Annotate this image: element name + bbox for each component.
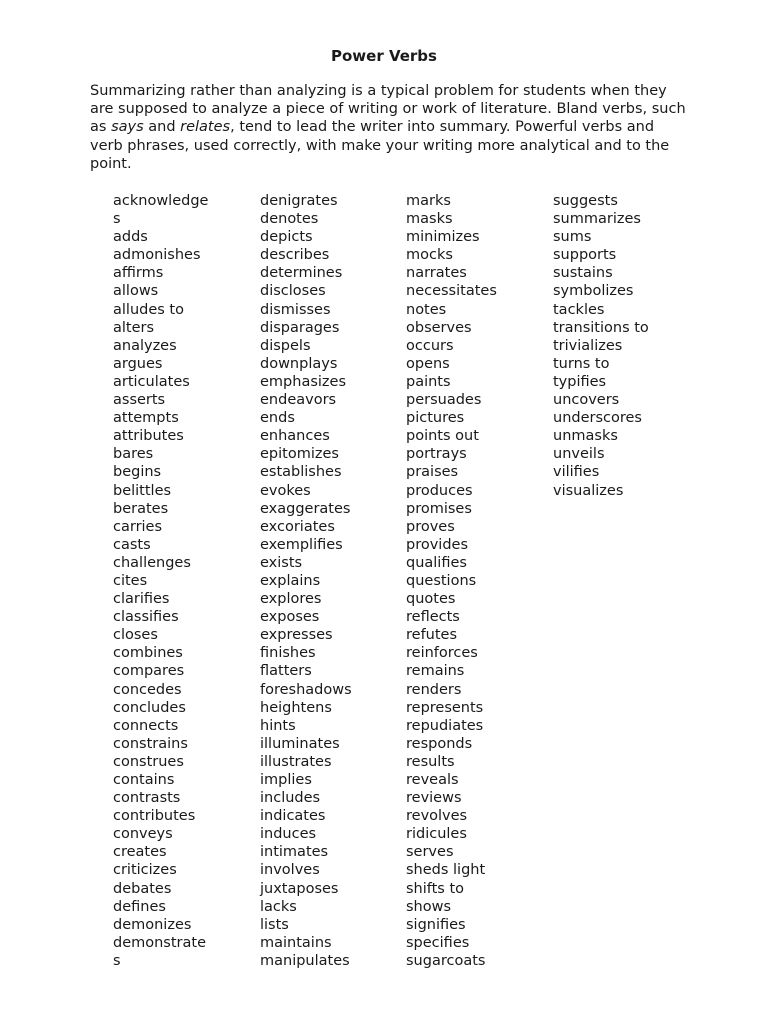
verb-item: contains (113, 772, 175, 788)
verb-item: emphasizes (260, 373, 346, 390)
verb-item: uncovers (553, 392, 620, 409)
verb-item: attributes (113, 428, 184, 445)
intro-emphasis-says: says (111, 119, 144, 136)
verb-item: depicts (260, 229, 313, 246)
verb-item: carries (113, 518, 163, 535)
verb-item: denotes (260, 211, 319, 228)
verb-item: epitomizes (260, 446, 339, 463)
verb-item: reviews (406, 790, 462, 807)
verb-item: includes (260, 790, 321, 807)
verb-item: responds (406, 735, 473, 752)
verb-item: admonishes (113, 247, 201, 264)
verb-item: debates (113, 880, 172, 897)
verb-item: argues (113, 355, 163, 372)
verb-item: adds (113, 229, 148, 246)
verb-item: explains (260, 572, 321, 589)
verb-item: typifies (553, 373, 607, 390)
verb-item: affirms (113, 265, 164, 282)
verb-item: symbolizes (553, 283, 634, 300)
verb-item: combines (113, 645, 183, 662)
verb-item: turns to (553, 355, 610, 372)
verb-item: narrates (406, 265, 467, 282)
verb-item: minimizes (406, 229, 480, 246)
verb-item: flatters (260, 663, 312, 680)
verb-item: acknowledge (113, 193, 209, 209)
verb-item: maintains (260, 934, 332, 951)
verb-item: produces (406, 482, 473, 499)
verb-item: sugarcoats (406, 952, 486, 969)
verb-item: berates (113, 500, 169, 517)
verb-item: alters (113, 319, 155, 336)
verb-item: masks (406, 211, 453, 228)
verb-item: repudiates (406, 717, 484, 734)
verb-item: suggests (553, 193, 618, 209)
verb-item: sums (553, 229, 592, 246)
verb-item: reinforces (406, 645, 478, 662)
verb-item: represents (406, 699, 484, 716)
verb-item: articulates (113, 373, 190, 390)
verb-item: challenges (113, 554, 191, 571)
verb-item: contributes (113, 808, 196, 825)
intro-text-2: and (143, 119, 181, 136)
verb-item: demonizes (113, 916, 192, 933)
intro-paragraph (90, 82, 690, 173)
verb-item: revolves (406, 808, 468, 825)
verb-item: necessitates (406, 283, 497, 300)
verb-item: summarizes (553, 211, 641, 228)
verb-item: asserts (113, 392, 166, 409)
verb-item: juxtaposes (260, 880, 339, 897)
verb-item: evokes (260, 482, 311, 499)
verb-item: connects (113, 717, 179, 734)
verb-item: signifies (406, 916, 466, 933)
verb-item: visualizes (553, 482, 624, 499)
verb-item: refutes (406, 627, 458, 644)
verb-item: promises (406, 500, 472, 517)
verb-item: classifies (113, 609, 179, 626)
intro-text-1: Summarizing rather than analyzing is a typical problem for students when they are supposed to analyze a piece of writing or work of literature. Bland verbs, such as (90, 83, 686, 136)
verb-item: points out (406, 428, 479, 445)
verb-item: illuminates (260, 735, 340, 752)
verb-item: analyzes (113, 337, 177, 354)
verb-item: explores (260, 591, 322, 608)
verb-item: ends (260, 410, 295, 427)
verb-item: contrasts (113, 790, 181, 807)
verb-item: observes (406, 319, 472, 336)
intro-emphasis-relates: relates (180, 119, 231, 136)
verb-item: paints (406, 373, 451, 390)
verb-item: supports (553, 247, 617, 264)
verb-item: endeavors (260, 392, 337, 409)
verb-item: portrays (406, 446, 467, 463)
verb-item: exposes (260, 609, 320, 626)
verb-item: indicates (260, 808, 326, 825)
verb-item: hints (260, 717, 296, 734)
verb-item: creates (113, 844, 167, 861)
verb-item: attempts (113, 410, 179, 427)
verb-item: provides (406, 536, 469, 553)
verb-item: belittles (113, 482, 172, 499)
verb-item: describes (260, 247, 330, 264)
verb-item: ridicules (406, 826, 467, 843)
verb-item: heightens (260, 699, 332, 716)
verb-item: persuades (406, 392, 482, 409)
verb-item: denigrates (260, 193, 338, 209)
verb-item: qualifies (406, 554, 467, 571)
verb-item: demonstrate (113, 934, 207, 951)
verb-item: lists (260, 916, 289, 933)
verb-item: results (406, 753, 455, 770)
verb-item: begins (113, 464, 162, 481)
verb-item: notes (406, 301, 447, 318)
verb-item: underscores (553, 410, 642, 427)
verb-item: construes (113, 753, 184, 770)
verb-item: s (113, 952, 121, 969)
verb-item: establishes (260, 464, 342, 481)
verb-item: unveils (553, 446, 605, 463)
verb-item: marks (406, 193, 451, 209)
verb-column-4 (553, 192, 649, 500)
verb-item: allows (113, 283, 159, 300)
verb-item: alludes to (113, 301, 184, 318)
verb-item: occurs (406, 337, 454, 354)
verb-item: foreshadows (260, 681, 352, 698)
verb-item: concludes (113, 699, 186, 716)
verb-item: cites (113, 572, 148, 589)
verb-item: dismisses (260, 301, 331, 318)
verb-item: conveys (113, 826, 173, 843)
verb-item: sustains (553, 265, 613, 282)
verb-column-3 (406, 192, 497, 970)
verb-item: reflects (406, 609, 460, 626)
verb-item: mocks (406, 247, 453, 264)
verb-item: intimates (260, 844, 329, 861)
verb-item: transitions to (553, 319, 649, 336)
verb-item: specifies (406, 934, 470, 951)
verb-column-2 (260, 192, 352, 970)
verb-column-1 (113, 192, 208, 970)
verb-item: expresses (260, 627, 333, 644)
verb-item: bares (113, 446, 154, 463)
verb-item: induces (260, 826, 317, 843)
verb-item: criticizes (113, 862, 177, 879)
verb-item: involves (260, 862, 320, 879)
verb-item: quotes (406, 591, 456, 608)
verb-item: downplays (260, 355, 338, 372)
verb-item: pictures (406, 410, 465, 427)
verb-item: remains (406, 663, 465, 680)
verb-item: discloses (260, 283, 326, 300)
verb-item: compares (113, 663, 185, 680)
verb-item: disparages (260, 319, 340, 336)
verb-item: exists (260, 554, 303, 571)
verb-item: closes (113, 627, 158, 644)
intro-text-3: , tend to lead the writer into summary. Powerful verbs and verb phrases, used correctly, with make your writing more analytical and to the point. (90, 119, 670, 172)
verb-item: illustrates (260, 753, 332, 770)
verb-item: serves (406, 844, 454, 861)
verb-item: defines (113, 898, 166, 915)
verb-item: renders (406, 681, 462, 698)
verb-item: lacks (260, 898, 297, 915)
verb-item: manipulates (260, 952, 350, 969)
verb-item: clarifies (113, 591, 170, 608)
verb-item: vilifies (553, 464, 600, 481)
verb-item: casts (113, 536, 151, 553)
verb-item: determines (260, 265, 343, 282)
verb-item: constrains (113, 735, 188, 752)
verb-item: concedes (113, 681, 182, 698)
verb-item: s (113, 211, 121, 228)
verb-item: implies (260, 772, 312, 788)
verb-item: excoriates (260, 518, 335, 535)
verb-item: trivializes (553, 337, 623, 354)
verb-item: praises (406, 464, 459, 481)
verb-item: opens (406, 355, 450, 372)
verb-item: dispels (260, 337, 311, 354)
verb-item: finishes (260, 645, 316, 662)
verb-item: reveals (406, 772, 459, 788)
verb-item: tackles (553, 301, 605, 318)
page-title: Power Verbs (331, 47, 437, 65)
verb-item: enhances (260, 428, 330, 445)
verb-item: questions (406, 572, 477, 589)
verb-item: exemplifies (260, 536, 343, 553)
verb-item: unmasks (553, 428, 618, 445)
verb-item: shifts to (406, 880, 465, 897)
verb-item: proves (406, 518, 455, 535)
verb-item: exaggerates (260, 500, 351, 517)
verb-item: shows (406, 898, 452, 915)
verb-item: sheds light (406, 862, 486, 879)
